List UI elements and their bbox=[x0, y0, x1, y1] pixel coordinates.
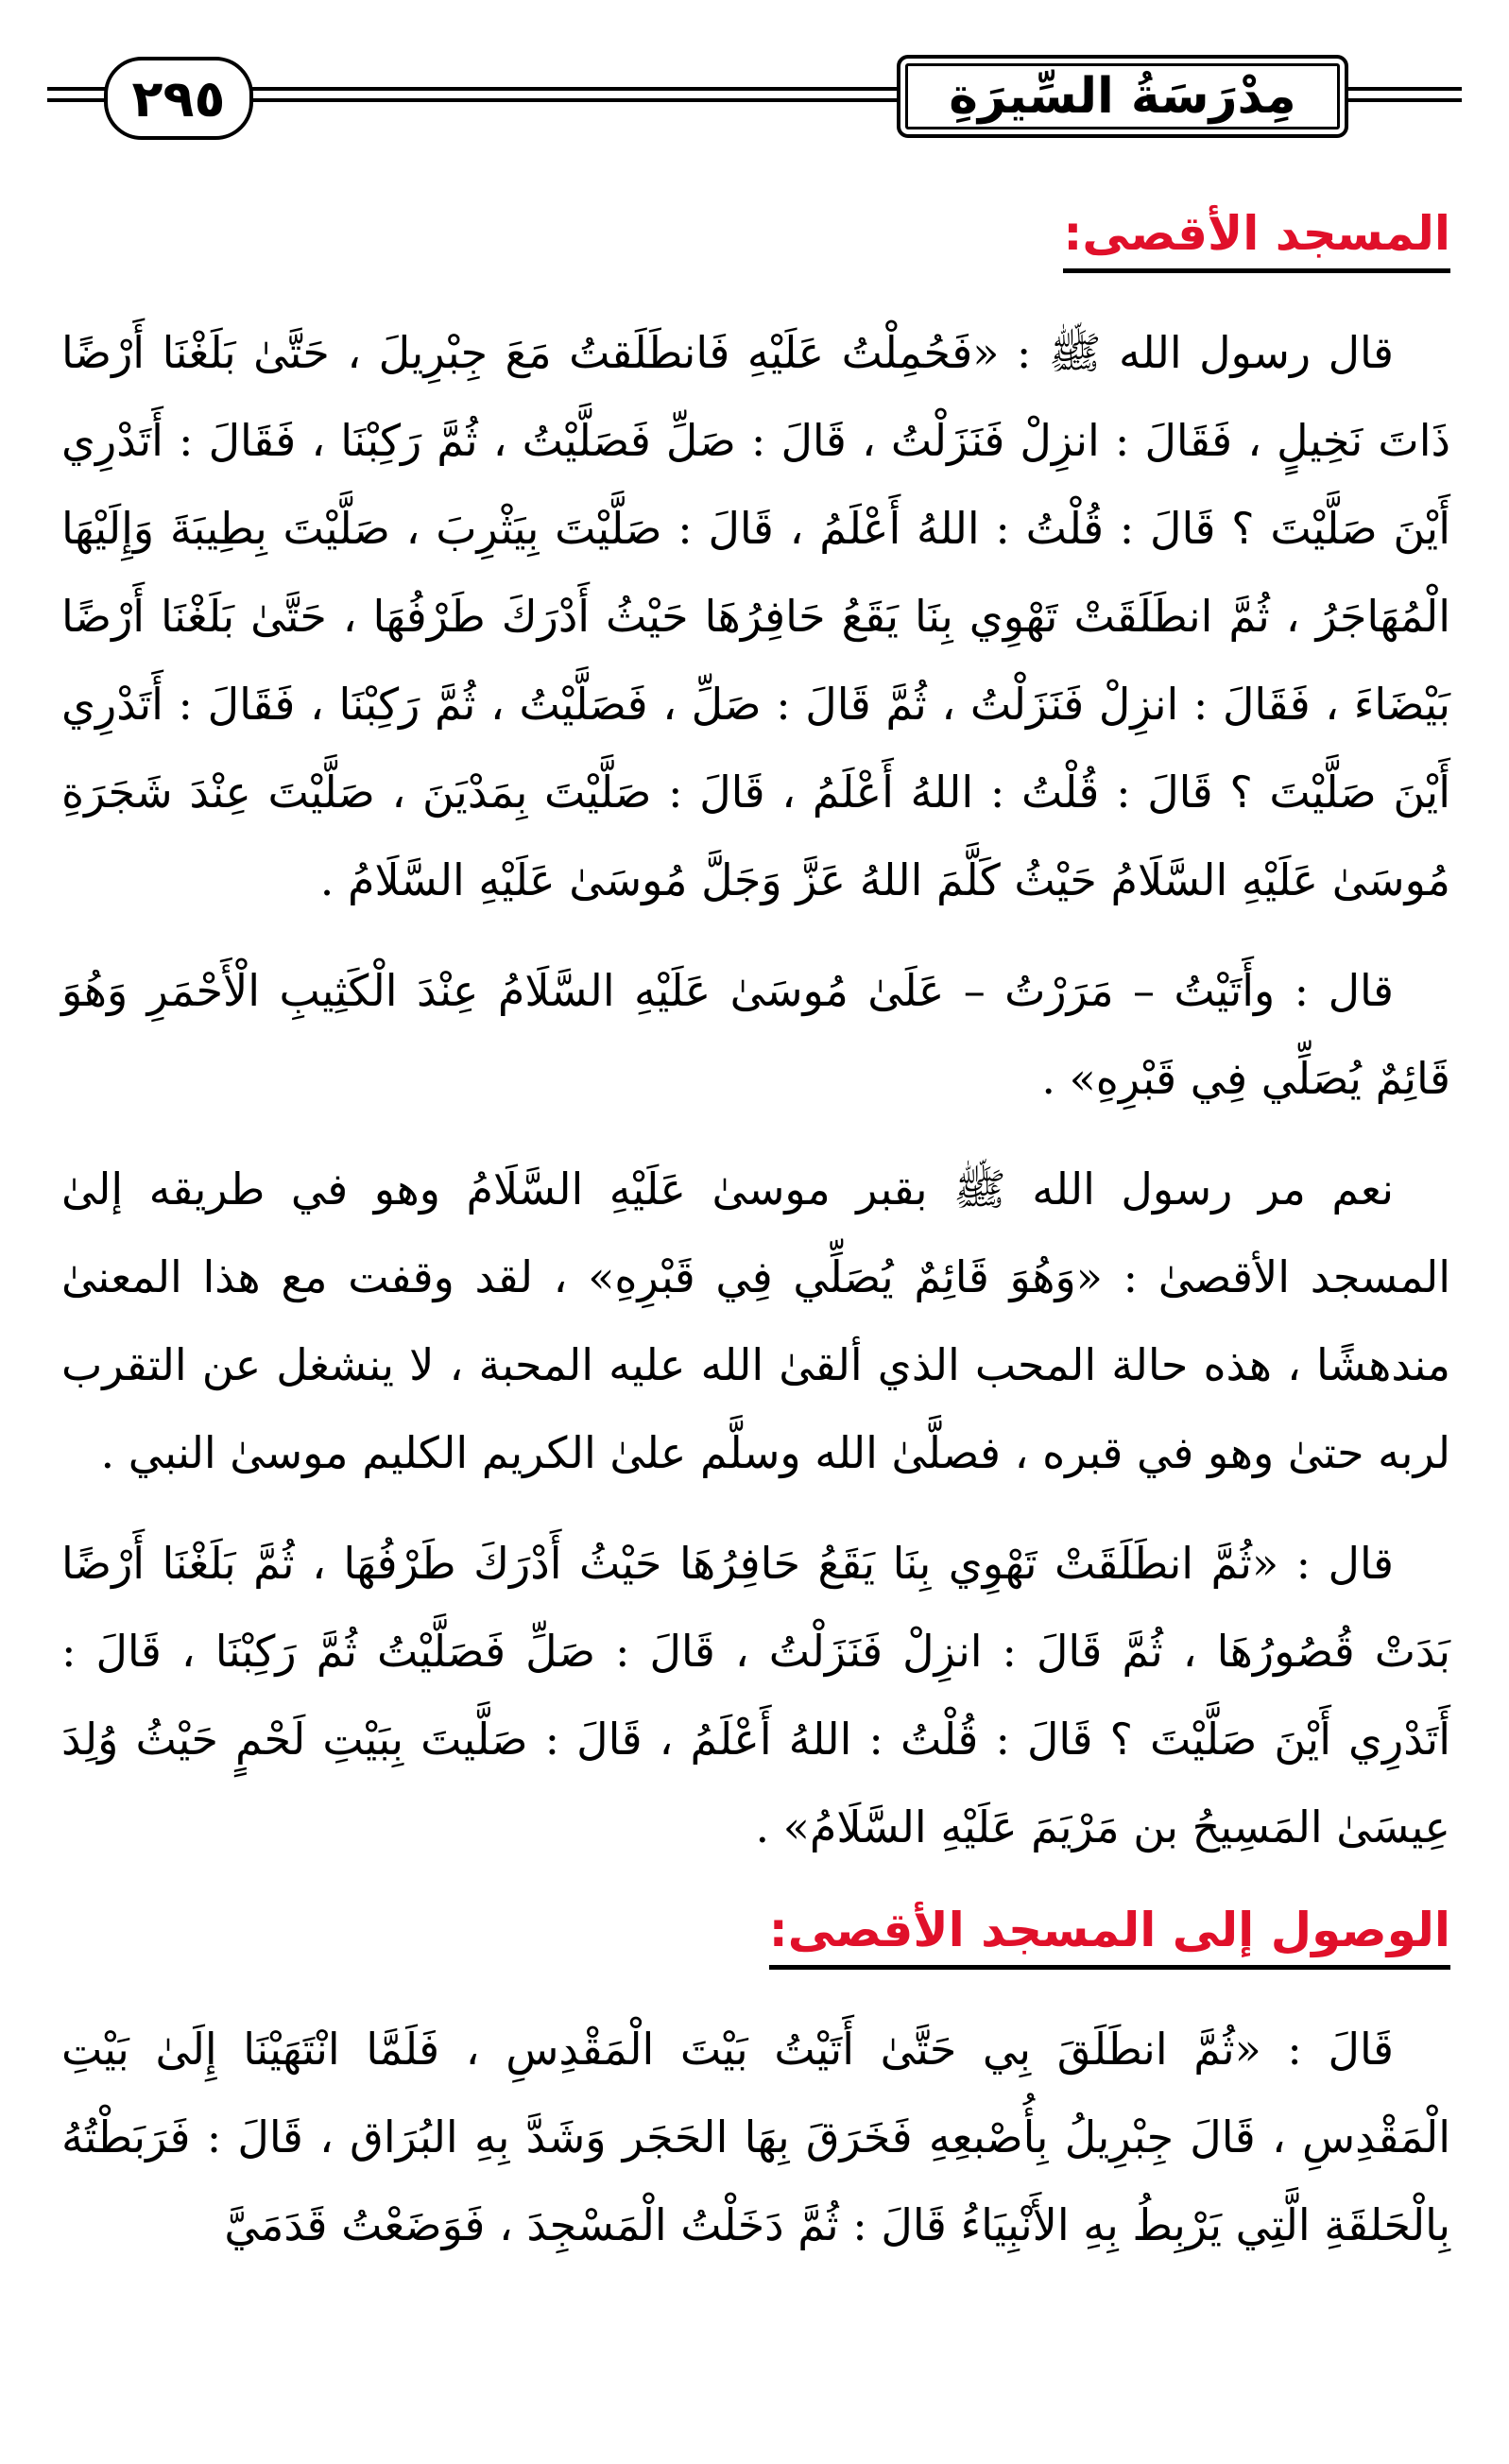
section-heading: الوصول إلى المسجد الأقصى: bbox=[769, 1900, 1450, 1970]
page-number: ٢٩٥ bbox=[104, 57, 253, 140]
paragraph: قال : وأَتَيْتُ – مَرَرْتُ – عَلَىٰ مُوسَىٰ عَلَيْهِ السَّلَامُ عِنْدَ الْكَثِيبِ الْأَحْمَرِ وَهُوَ قَائِمٌ يُصَلِّي فِي قَبْرِهِ» . bbox=[61, 965, 1450, 1104]
paragraph: نعم مر رسول الله ﷺ بقبر موسىٰ عَلَيْهِ السَّلَامُ وهو في طريقه إلىٰ المسجد الأقصىٰ : «وَهُوَ قَائِمٌ يُصَلِّي فِي قَبْرِهِ» ، لقد وقفت مع هذا المعنىٰ مندهشًا ، هذه حالة المحب الذي ألقىٰ الله عليه المحبة ، لا ينشغل عن التقرب لربه حتىٰ وهو في قبره ، فصلَّىٰ الله وسلَّم علىٰ الكريم الكليم موسىٰ النبي . bbox=[61, 1163, 1450, 1478]
page-header bbox=[47, 47, 1462, 142]
section-heading-wrap bbox=[61, 203, 1450, 309]
paragraph: قال رسول الله ﷺ : «فَحُمِلْتُ عَلَيْهِ فَانطَلَقتُ مَعَ جِبْرِيلَ ، حَتَّىٰ بَلَغْنَا أَرْضًا ذَاتَ نَخِيلٍ ، فَقَالَ : انزِلْ فَنَزَلْتُ ، قَالَ : صَلِّ فَصَلَّيْتُ ، ثُمَّ رَكِبْنَا ، فَقَالَ : أَتَدْرِي أَيْنَ صَلَّيْتَ ؟ قَالَ : قُلْتُ : اللهُ أَعْلَمُ ، قَالَ : صَلَّيْتَ بِيَثْرِبَ ، صَلَّيْتَ بِطِيبَةَ وَإِلَيْهَا الْمُهَاجَرُ ، ثُمَّ انطَلَقَتْ تَهْوِي بِنَا يَقَعُ حَافِرُهَا حَيْثُ أَدْرَكَ طَرْفُهَا ، حَتَّىٰ بَلَغْنَا أَرْضًا بَيْضَاءَ ، فَقَالَ : انزِلْ فَنَزَلْتُ ، ثُمَّ قَالَ : صَلِّ ، فَصَلَّيْتُ ، ثُمَّ رَكِبْنَا ، فَقَالَ : أَتَدْرِي أَيْنَ صَلَّيْتَ ؟ قَالَ : قُلْتُ : اللهُ أَعْلَمُ ، قَالَ : صَلَّيْتَ بِمَدْيَنَ ، صَلَّيْتَ عِنْدَ شَجَرَةِ مُوسَىٰ عَلَيْهِ السَّلَامُ حَيْثُ كَلَّمَ اللهُ عَزَّ وَجَلَّ مُوسَىٰ عَلَيْهِ السَّلَامُ . bbox=[61, 327, 1450, 905]
paragraph: قَالَ : «ثُمَّ انطَلَقَ بِي حَتَّىٰ أَتَيْتُ بَيْتَ الْمَقْدِسِ ، فَلَمَّا انْتَهَيْنَا إِلَىٰ بَيْتِ الْمَقْدِسِ ، قَالَ جِبْرِيلُ بِأُصْبعِهِ فَخَرَقَ بِهَا الحَجَر وَشَدَّ بِهِ البُرَاق ، قَالَ : فَرَبَطْتُهُ بِالْحَلقَةِ الَّتِي يَرْبِطُ بِهِ الأَنْبِيَاءُ قَالَ : ثُمَّ دَخَلْتُ الْمَسْجِدَ ، فَوَضَعْتُ قَدَمَيَّ bbox=[61, 2024, 1450, 2250]
section-heading: المسجد الأقصى: bbox=[1063, 203, 1450, 273]
page-body bbox=[61, 203, 1450, 2292]
paragraph: قال : «ثُمَّ انطَلَقَتْ تَهْوِي بِنَا يَقَعُ حَافِرُهَا حَيْثُ أَدْرَكَ طَرْفُهَا ، ثُمَّ بَلَغْنَا أَرْضًا بَدَتْ قُصُورُهَا ، ثُمَّ قَالَ : انزِلْ فَنَزَلْتُ ، قَالَ : صَلِّ فَصَلَّيْتُ ثُمَّ رَكِبْنَا ، قَالَ : أَتَدْرِي أَيْنَ صَلَّيْتَ ؟ قَالَ : قُلْتُ : اللهُ أَعْلَمُ ، قَالَ : صَلَّيتَ بِبَيْتِ لَحْمٍ حَيْثُ وُلِدَ عِيسَىٰ المَسِيحُ بن مَرْيَمَ عَلَيْهِ السَّلَامُ» . bbox=[61, 1538, 1450, 1852]
book-title: مِدْرَسَةُ السِّيرَةِ bbox=[897, 55, 1348, 138]
section-heading-wrap bbox=[61, 1900, 1450, 2006]
